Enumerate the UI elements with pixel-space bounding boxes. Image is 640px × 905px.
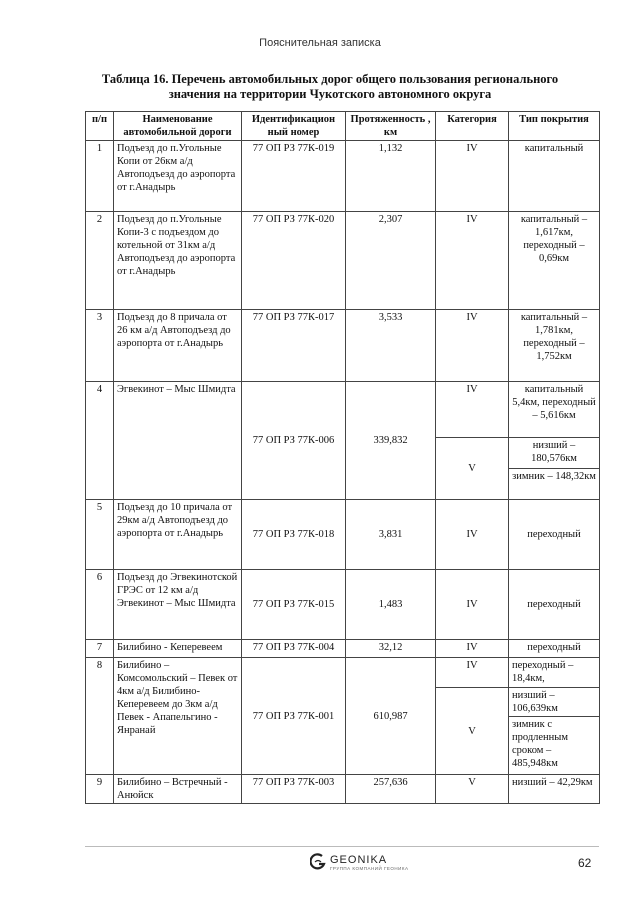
- cell-num: 3: [86, 310, 114, 382]
- cell-length: 3,831: [346, 500, 436, 570]
- cell-num: 5: [86, 500, 114, 570]
- logo-text: GEONIKA: [330, 853, 388, 866]
- cell-category: IV: [436, 141, 509, 212]
- cell-category: IV: [436, 640, 509, 658]
- cell-length: 257,636: [346, 775, 436, 804]
- cell-length: 2,307: [346, 212, 436, 310]
- cell-id: 77 ОП РЗ 77К-004: [242, 640, 346, 658]
- table-row: [86, 570, 600, 640]
- cell-name: Билибино – Встречный - Анюйск: [114, 775, 242, 804]
- table-header-row: [86, 112, 600, 141]
- cell-cover: переходный: [509, 500, 600, 570]
- cell-category: V: [436, 688, 509, 775]
- cell-category: IV: [436, 212, 509, 310]
- cell-cover: низший – 180,576км: [509, 438, 600, 469]
- cell-length: 1,483: [346, 570, 436, 640]
- cell-cover: переходный: [509, 640, 600, 658]
- cell-id: 77 ОП РЗ 77К-020: [242, 212, 346, 310]
- cell-length: 1,132: [346, 141, 436, 212]
- cell-cover: низший – 106,639км: [509, 688, 600, 717]
- cell-length: 32,12: [346, 640, 436, 658]
- geonika-logo-icon: [310, 853, 326, 871]
- footer-divider: [85, 846, 599, 847]
- cell-cover: зимник с продленным сроком – 485,948км: [509, 717, 600, 775]
- page-number: 62: [578, 856, 592, 870]
- running-header: Пояснительная записка: [259, 37, 381, 49]
- cell-name: Билибино - Кеперевеем: [114, 640, 242, 658]
- cell-num: 1: [86, 141, 114, 212]
- cell-num: 4: [86, 382, 114, 500]
- cell-name: Подъезд до 10 причала от 29км а/д Автоподъезд до аэропорта от г.Анадырь: [114, 500, 242, 570]
- cell-cover: капитальный: [509, 141, 600, 212]
- cell-num: 8: [86, 658, 114, 775]
- cell-id: 77 ОП РЗ 77К-019: [242, 141, 346, 212]
- cell-category: IV: [436, 310, 509, 382]
- table-row: [86, 658, 600, 688]
- cell-cover: низший – 42,29км: [509, 775, 600, 804]
- cell-id: 77 ОП РЗ 77К-003: [242, 775, 346, 804]
- cell-name: Билибино – Комсомольский – Певек от 4км а/д Билибино-Кеперевеем до 3км а/д Певек - Апапельгино - Янранай: [114, 658, 242, 775]
- cell-category: IV: [436, 382, 509, 438]
- cell-name: Подъезд до Эгвекинотской ГРЭС от 12 км а/д Эгвекинот – Мыс Шмидта: [114, 570, 242, 640]
- table-title: Таблица 16. Перечень автомобильных дорог общего пользования регионального значения на территории Чукотского автономного округа: [101, 72, 559, 101]
- cell-num: 9: [86, 775, 114, 804]
- table-row: [86, 382, 600, 438]
- table-row: [86, 500, 600, 570]
- cell-category: IV: [436, 570, 509, 640]
- cell-cover: переходный – 18,4км,: [509, 658, 600, 688]
- table-row: [86, 212, 600, 310]
- cell-cover: переходный: [509, 570, 600, 640]
- cell-name: Подъезд до п.Угольные Копи-3 с подъездом до котельной от 31км а/д Автоподъезд до аэропорта от г.Анадырь: [114, 212, 242, 310]
- cell-name: Подъезд до 8 причала от 26 км а/д Автоподъезд до аэропорта от г.Анадырь: [114, 310, 242, 382]
- cell-cover: зимник – 148,32км: [509, 469, 600, 500]
- cell-length: 339,832: [346, 382, 436, 500]
- cell-num: 7: [86, 640, 114, 658]
- table-row: [86, 640, 600, 658]
- cell-length: 3,533: [346, 310, 436, 382]
- cell-category: IV: [436, 658, 509, 688]
- cell-id: 77 ОП РЗ 77К-001: [242, 658, 346, 775]
- table-row: [86, 141, 600, 212]
- cell-num: 2: [86, 212, 114, 310]
- cell-id: 77 ОП РЗ 77К-006: [242, 382, 346, 500]
- cell-id: 77 ОП РЗ 77К-015: [242, 570, 346, 640]
- col-header-num: п/п: [86, 112, 114, 141]
- cell-category: IV: [436, 500, 509, 570]
- table-row: [86, 310, 600, 382]
- cell-cover: капитальный – 1,617км, переходный – 0,69км: [509, 212, 600, 310]
- col-header-length: Протяженность , км: [346, 112, 436, 141]
- logo-subtitle: ГРУППА КОМПАНИЙ ГЕОНИКА: [330, 865, 409, 871]
- cell-category: V: [436, 775, 509, 804]
- cell-name: Эгвекинот – Мыс Шмидта: [114, 382, 242, 500]
- cell-cover: капитальный – 1,781км, переходный – 1,752км: [509, 310, 600, 382]
- cell-category: V: [436, 438, 509, 500]
- cell-num: 6: [86, 570, 114, 640]
- cell-id: 77 ОП РЗ 77К-017: [242, 310, 346, 382]
- col-header-category: Категория: [436, 112, 509, 141]
- cell-id: 77 ОП РЗ 77К-018: [242, 500, 346, 570]
- footer-logo: [310, 853, 409, 871]
- col-header-cover: Тип покрытия: [509, 112, 600, 141]
- cell-cover: капитальный 5,4км, переходный – 5,616км: [509, 382, 600, 438]
- cell-length: 610,987: [346, 658, 436, 775]
- col-header-name: Наименование автомобильной дороги: [114, 112, 242, 141]
- roads-table: [85, 111, 600, 804]
- cell-name: Подъезд до п.Угольные Копи от 26км а/д Автоподъезд до аэропорта от г.Анадырь: [114, 141, 242, 212]
- table-row: [86, 775, 600, 804]
- col-header-id: Идентификацион ный номер: [242, 112, 346, 141]
